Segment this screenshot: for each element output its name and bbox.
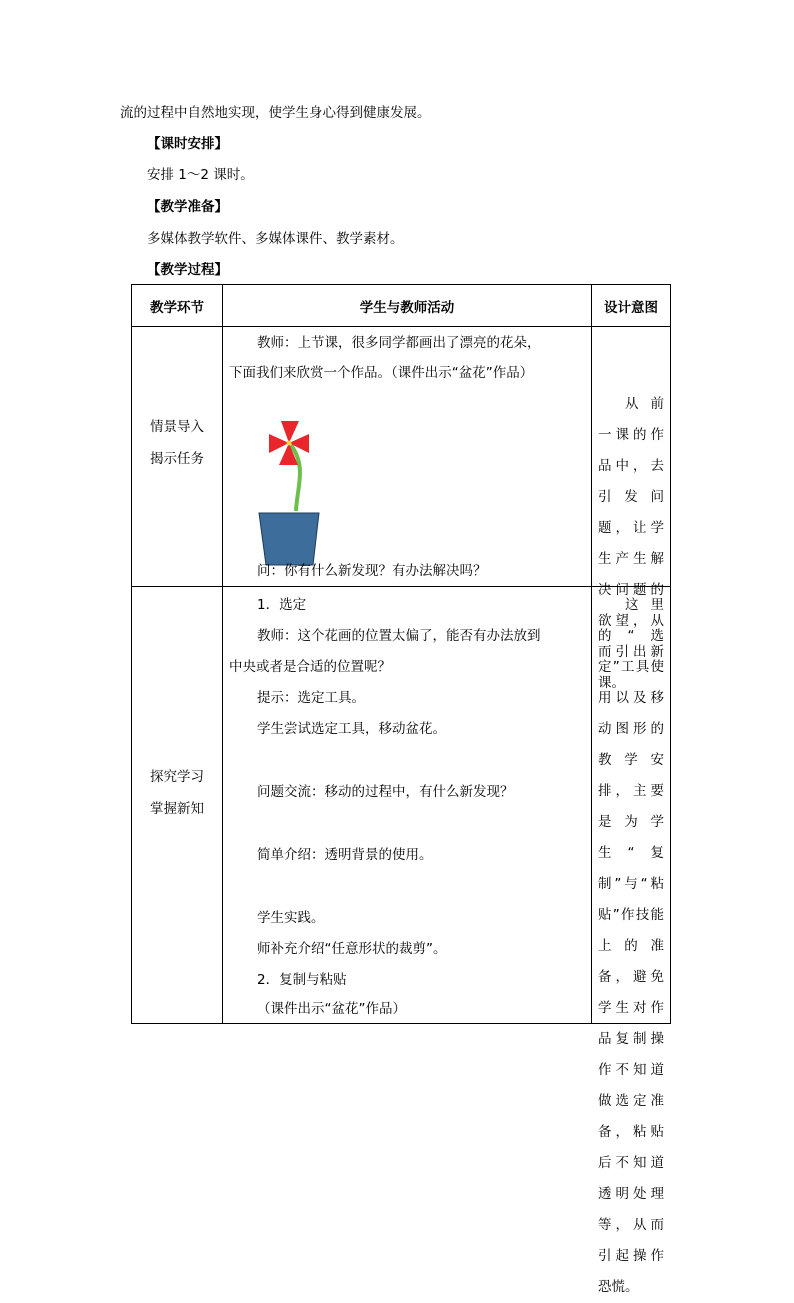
table-row <box>132 327 671 587</box>
stage-label: 掌握新知 <box>150 801 204 817</box>
activities-cell <box>223 327 591 586</box>
intent-text: 从前一课的作品中，去引发问题，让学生产生解决问题的欲望，从而引出新课。 <box>598 396 664 691</box>
schedule-text: 安排 1～2 课时。 <box>147 167 254 183</box>
activity-line: 教师：这个花画的位置太偏了，能否有办法放到 <box>257 628 541 644</box>
activity-line: 教师：上节课，很多同学都画出了漂亮的花朵， <box>257 335 541 351</box>
header-intent: 设计意图 <box>592 285 671 327</box>
stage-label: 情景导入 <box>150 419 204 435</box>
schedule-heading: 【课时安排】 <box>147 136 228 152</box>
activity-line: （课件出示“盆花”作品） <box>257 1001 406 1017</box>
intro-line: 流的过程中自然地实现，使学生身心得到健康发展。 <box>120 105 431 121</box>
intent-cell <box>592 587 670 1295</box>
flower-pot <box>259 513 319 565</box>
potted-flower-image <box>255 419 325 581</box>
activity-line: 1．选定 <box>257 597 307 613</box>
activity-line: 学生尝试选定工具，移动盆花。 <box>257 721 446 737</box>
activity-line: 提示：选定工具。 <box>257 690 365 706</box>
intent-text: 这里的“选定”工具使用以及移动图形的教学安排，主要是为学生“复制”与“粘贴”作技能上的准备，避免学生对作品复制操作不知道做选定准备，粘贴后不知道透明处理等，从而引起操作恐慌。 <box>598 597 664 1295</box>
preparation-heading: 【教学准备】 <box>147 199 228 215</box>
flower-petal <box>281 421 299 443</box>
activity-line: 中央或者是合适的位置呢？ <box>229 659 391 675</box>
table-row <box>132 587 671 1024</box>
activity-line: 问题交流：移动的过程中，有什么新发现？ <box>257 784 514 800</box>
preparation-text: 多媒体教学软件、多媒体课件、教学素材。 <box>147 231 404 247</box>
activity-line: 下面我们来欣赏一个作品。（课件出示“盆花”作品） <box>229 365 534 381</box>
activities-cell <box>223 587 591 1023</box>
activity-line: 2．复制与粘贴 <box>257 972 347 988</box>
lesson-table <box>131 284 671 1295</box>
intent-cell <box>592 327 670 691</box>
activity-line: 问：你有什么新发现？有办法解决吗？ <box>257 563 487 579</box>
activity-line: 学生实践。 <box>257 910 325 926</box>
flower-center <box>287 441 292 446</box>
header-stage: 教学环节 <box>132 285 223 327</box>
table-header-row <box>132 285 671 327</box>
stage-label: 揭示任务 <box>150 451 204 467</box>
header-activities: 学生与教师活动 <box>223 285 592 327</box>
stage-cell <box>132 587 222 1023</box>
activity-line: 简单介绍：透明背景的使用。 <box>257 847 433 863</box>
stage-label: 探究学习 <box>150 769 204 785</box>
process-heading: 【教学过程】 <box>147 262 228 278</box>
activity-line: 师补充介绍“任意形状的裁剪”。 <box>257 941 447 957</box>
stage-cell <box>132 327 222 586</box>
